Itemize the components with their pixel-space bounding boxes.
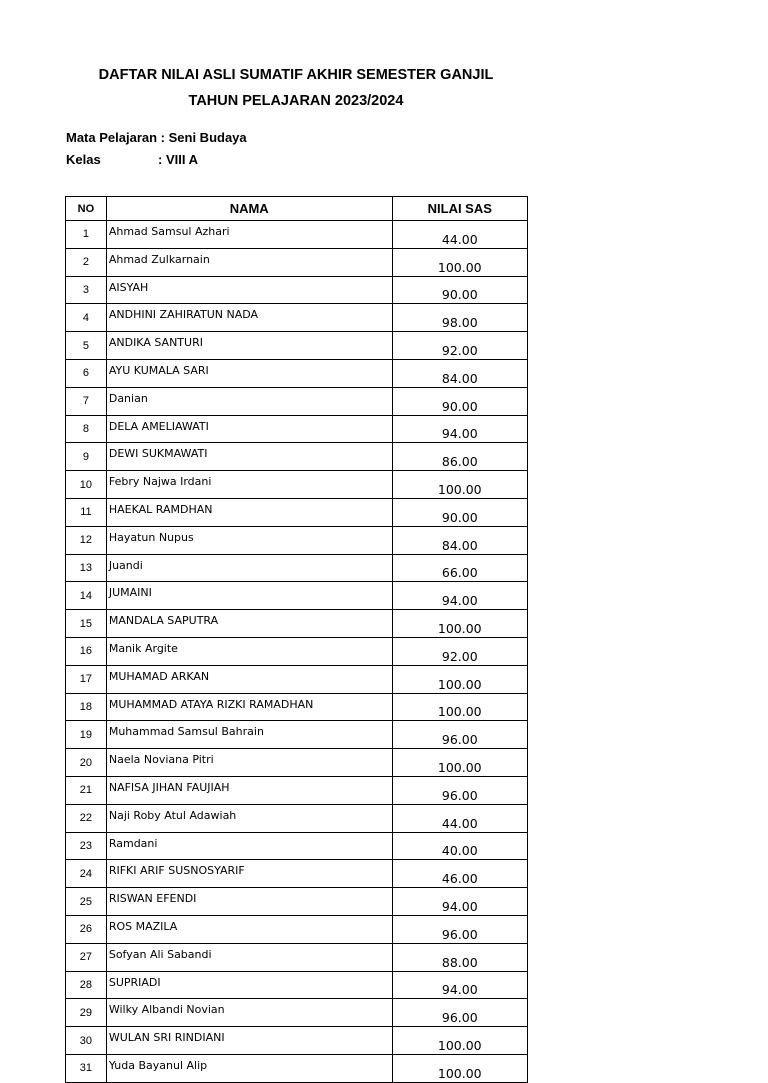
row-number: 22 — [66, 804, 107, 832]
table-row — [66, 637, 528, 665]
score-value: 94.00 — [392, 888, 527, 916]
table-row — [66, 971, 528, 999]
table-row — [66, 749, 528, 777]
table-row — [66, 415, 528, 443]
row-number: 13 — [66, 554, 107, 582]
score-value: 96.00 — [392, 999, 527, 1027]
row-number: 6 — [66, 359, 107, 387]
row-number: 25 — [66, 888, 107, 916]
score-value: 100.00 — [392, 1027, 527, 1055]
table-row — [66, 721, 528, 749]
student-name: Yuda Bayanul Alip — [106, 1054, 392, 1082]
row-number: 4 — [66, 304, 107, 332]
table-row — [66, 332, 528, 360]
score-value: 98.00 — [392, 304, 527, 332]
score-value: 94.00 — [392, 582, 527, 610]
table-row — [66, 1027, 528, 1055]
row-number: 18 — [66, 693, 107, 721]
score-value: 66.00 — [392, 554, 527, 582]
score-value: 96.00 — [392, 721, 527, 749]
table-row — [66, 610, 528, 638]
subject-label: Mata Pelajaran — [66, 130, 158, 145]
subject-line — [66, 130, 247, 145]
table-row — [66, 304, 528, 332]
row-number: 9 — [66, 443, 107, 471]
student-name: ANDIKA SANTURI — [106, 332, 392, 360]
student-name: Manik Argite — [106, 637, 392, 665]
student-name: MANDALA SAPUTRA — [106, 610, 392, 638]
header-nilai: NILAI SAS — [392, 197, 527, 221]
student-name: RISWAN EFENDI — [106, 888, 392, 916]
row-number: 1 — [66, 221, 107, 249]
score-value: 92.00 — [392, 637, 527, 665]
score-value: 94.00 — [392, 971, 527, 999]
score-value: 100.00 — [392, 749, 527, 777]
table-row — [66, 665, 528, 693]
student-name: Juandi — [106, 554, 392, 582]
row-number: 17 — [66, 665, 107, 693]
row-number: 11 — [66, 498, 107, 526]
score-value: 44.00 — [392, 804, 527, 832]
row-number: 3 — [66, 276, 107, 304]
student-name: JUMAINI — [106, 582, 392, 610]
table-row — [66, 443, 528, 471]
class-label: Kelas — [66, 152, 101, 167]
score-value: 96.00 — [392, 776, 527, 804]
table-row — [66, 1054, 528, 1082]
score-value: 84.00 — [392, 359, 527, 387]
student-name: DELA AMELIAWATI — [106, 415, 392, 443]
table-row — [66, 832, 528, 860]
table-row — [66, 582, 528, 610]
score-value: 100.00 — [392, 471, 527, 499]
row-number: 12 — [66, 526, 107, 554]
row-number: 21 — [66, 776, 107, 804]
document-title: DAFTAR NILAI ASLI SUMATIF AKHIR SEMESTER GANJIL — [98, 67, 494, 83]
student-name: Ahmad Zulkarnain — [106, 248, 392, 276]
score-value: 92.00 — [392, 332, 527, 360]
student-name: Muhammad Samsul Bahrain — [106, 721, 392, 749]
score-value: 100.00 — [392, 693, 527, 721]
row-number: 14 — [66, 582, 107, 610]
table-row — [66, 554, 528, 582]
grades-table — [65, 196, 528, 1083]
row-number: 28 — [66, 971, 107, 999]
score-value: 88.00 — [392, 943, 527, 971]
table-row — [66, 915, 528, 943]
document-subtitle: TAHUN PELAJARAN 2023/2024 — [188, 93, 404, 109]
score-value: 46.00 — [392, 860, 527, 888]
row-number: 19 — [66, 721, 107, 749]
class-value: : VIII A — [158, 152, 198, 167]
table-row — [66, 276, 528, 304]
row-number: 29 — [66, 999, 107, 1027]
score-value: 100.00 — [392, 610, 527, 638]
row-number: 7 — [66, 387, 107, 415]
row-number: 10 — [66, 471, 107, 499]
table-row — [66, 999, 528, 1027]
score-value: 86.00 — [392, 443, 527, 471]
student-name: Sofyan Ali Sabandi — [106, 943, 392, 971]
table-row — [66, 888, 528, 916]
student-name: Naji Roby Atul Adawiah — [106, 804, 392, 832]
row-number: 23 — [66, 832, 107, 860]
table-header-row — [66, 197, 528, 221]
student-name: Naela Noviana Pitri — [106, 749, 392, 777]
row-number: 31 — [66, 1054, 107, 1082]
table-row — [66, 387, 528, 415]
row-number: 26 — [66, 915, 107, 943]
score-value: 40.00 — [392, 832, 527, 860]
header-nama: NAMA — [106, 197, 392, 221]
row-number: 20 — [66, 749, 107, 777]
row-number: 30 — [66, 1027, 107, 1055]
student-name: MUHAMAD ARKAN — [106, 665, 392, 693]
student-name: WULAN SRI RINDIANI — [106, 1027, 392, 1055]
student-name: AYU KUMALA SARI — [106, 359, 392, 387]
table-row — [66, 693, 528, 721]
student-name: SUPRIADI — [106, 971, 392, 999]
table-row — [66, 860, 528, 888]
student-name: Ahmad Samsul Azhari — [106, 221, 392, 249]
student-name: Danian — [106, 387, 392, 415]
score-value: 90.00 — [392, 498, 527, 526]
score-value: 44.00 — [392, 221, 527, 249]
row-number: 27 — [66, 943, 107, 971]
student-name: Febry Najwa Irdani — [106, 471, 392, 499]
student-name: DEWI SUKMAWATI — [106, 443, 392, 471]
score-value: 90.00 — [392, 276, 527, 304]
table-row — [66, 526, 528, 554]
score-value: 90.00 — [392, 387, 527, 415]
row-number: 15 — [66, 610, 107, 638]
row-number: 16 — [66, 637, 107, 665]
header-no: NO — [66, 197, 107, 221]
student-name: HAEKAL RAMDHAN — [106, 498, 392, 526]
row-number: 24 — [66, 860, 107, 888]
student-name: NAFISA JIHAN FAUJIAH — [106, 776, 392, 804]
table-row — [66, 498, 528, 526]
table-row — [66, 804, 528, 832]
class-line — [66, 152, 198, 167]
student-name: AISYAH — [106, 276, 392, 304]
student-name: ANDHINI ZAHIRATUN NADA — [106, 304, 392, 332]
student-name: Hayatun Nupus — [106, 526, 392, 554]
subject-value: : Seni Budaya — [160, 130, 247, 145]
row-number: 5 — [66, 332, 107, 360]
table-row — [66, 359, 528, 387]
table-row — [66, 248, 528, 276]
score-value: 96.00 — [392, 915, 527, 943]
score-value: 100.00 — [392, 248, 527, 276]
score-value: 84.00 — [392, 526, 527, 554]
student-name: Ramdani — [106, 832, 392, 860]
row-number: 8 — [66, 415, 107, 443]
student-name: Wilky Albandi Novian — [106, 999, 392, 1027]
score-value: 94.00 — [392, 415, 527, 443]
student-name: ROS MAZILA — [106, 915, 392, 943]
table-row — [66, 471, 528, 499]
score-value: 100.00 — [392, 665, 527, 693]
score-value: 100.00 — [392, 1054, 527, 1082]
student-name: MUHAMMAD ATAYA RIZKI RAMADHAN — [106, 693, 392, 721]
table-row — [66, 776, 528, 804]
row-number: 2 — [66, 248, 107, 276]
table-row — [66, 221, 528, 249]
table-row — [66, 943, 528, 971]
student-name: RIFKI ARIF SUSNOSYARIF — [106, 860, 392, 888]
